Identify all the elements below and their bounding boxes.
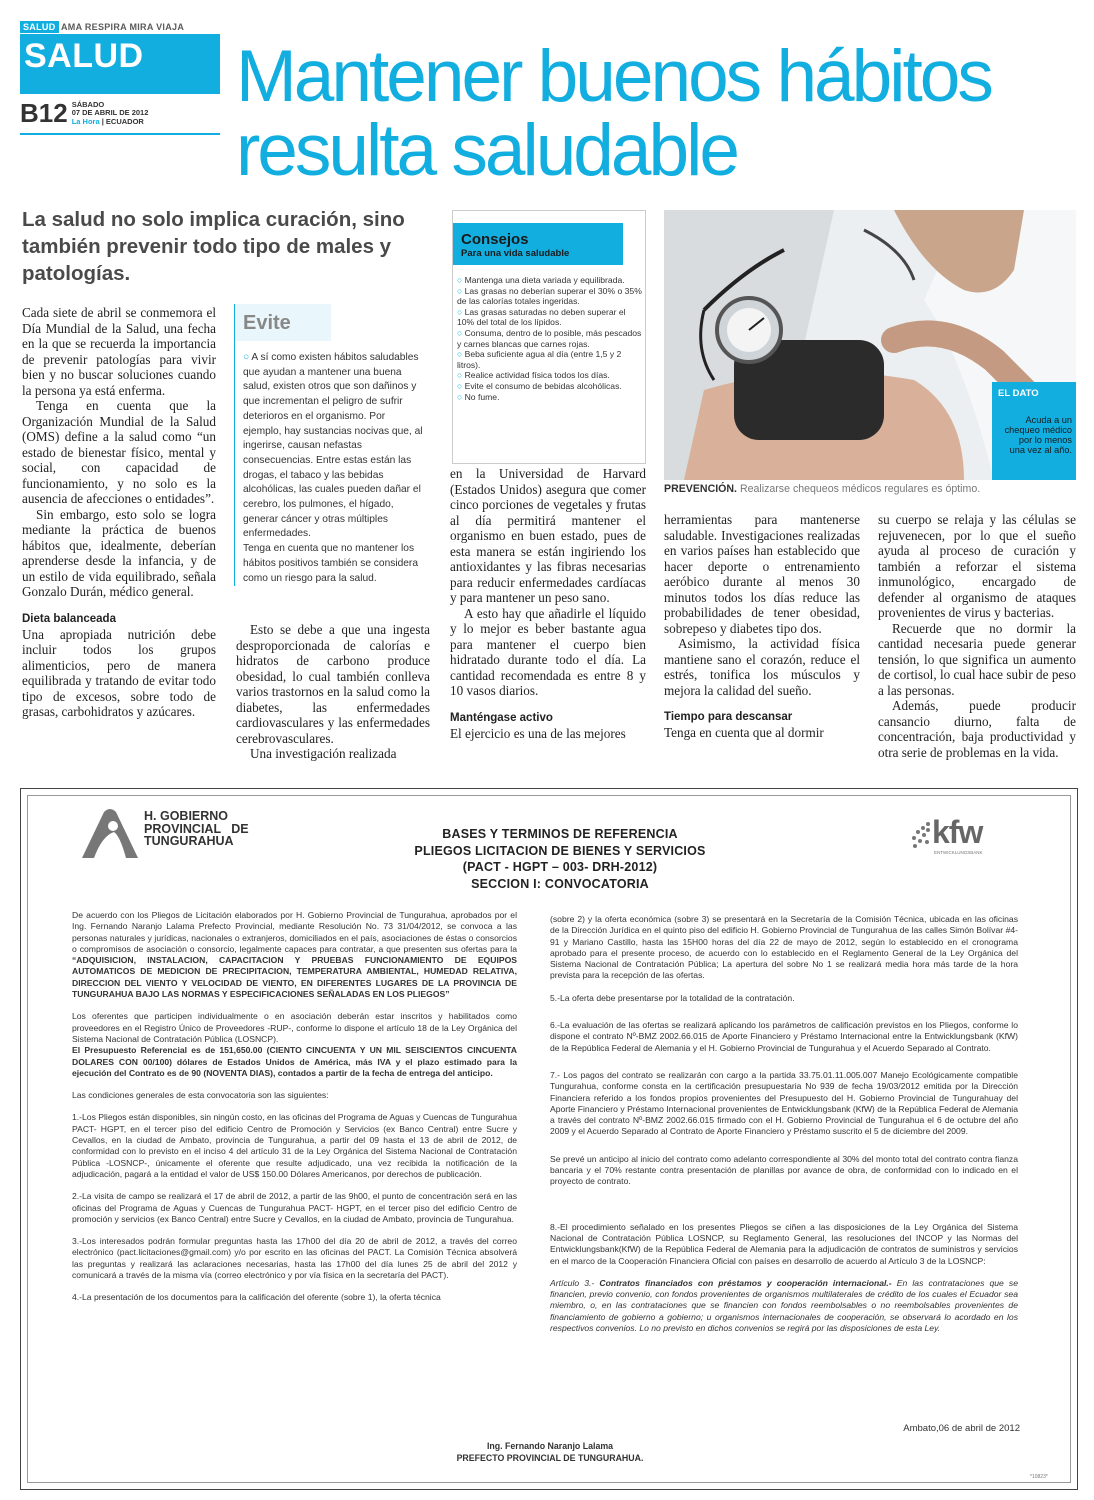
tungurahua-logo-icon: [80, 806, 140, 860]
kfw-dots: [910, 820, 932, 850]
dato-title: EL DATO: [998, 388, 1039, 399]
ad-paragraph: [550, 1278, 1018, 1334]
section-banner: [20, 34, 220, 94]
ad-place-date: Ambato,06 de abril de 2012: [903, 1423, 1020, 1434]
ad-right-column: [550, 914, 1018, 1345]
evite-paragraph: [243, 351, 425, 542]
bullet-icon: ○: [457, 327, 465, 338]
bullet-icon: ○: [457, 391, 465, 402]
ad-title-line: PLIEGOS LICITACION DE BIENES Y SERVICIOS: [414, 843, 706, 858]
evite-box: [234, 304, 425, 586]
list-item-text: Consuma, dentro de lo posible, más pescados y carnes blancas que carnes rojas.: [457, 327, 642, 349]
paragraph: Una apropiada nutrición debe incluir todos los grupos alimenticios, pero de manera equilibrada y tratando de evitar todo tipo de excesos, sobre todo de grasas, carbohidratos y azúcares.: [22, 626, 216, 719]
ad-paragraph: Se prevé un anticipo al inicio del contrato como adelanto correspondiente al 30% del monto total del contrato contra fianza bancaria y el 70% restante contra presentación de planillas por avance de obra, de conformidad con lo indicado en el proyecto de contrato.: [550, 1153, 1018, 1187]
kfw-logo: [910, 814, 1040, 860]
tab-mira[interactable]: MIRA: [129, 22, 154, 32]
caption-lead: PREVENCIÓN.: [664, 483, 737, 495]
article-column-5: [878, 512, 1076, 760]
ad-paragraph: Las condiciones generales de esta convocatoria son las siguientes:: [72, 1090, 329, 1101]
org-line: TUNGURAHUA: [144, 834, 234, 848]
evite-text: [235, 341, 425, 586]
consejos-subtitle: Para una vida saludable: [461, 248, 570, 259]
ad-title-line: SECCION I: CONVOCATORIA: [471, 876, 649, 891]
tab-viaja[interactable]: VIAJA: [156, 22, 185, 32]
article-column-3: [450, 466, 646, 741]
list-item-text: Las grasas no deberían superar el 30% o 35% de las calorías totales ingeridas.: [457, 285, 642, 307]
list-item: [457, 286, 643, 307]
tab-ama[interactable]: AMA: [60, 22, 83, 32]
ad-text: De acuerdo con los Pliegos de Licitación elaborados por H. Gobierno Provincial de Tungurahua, aprobados por el Ing. Fernando Naranjo Lalama Prefecto Provincial, mediante Resolución No. 73 31/04/2012, se convoca a las personas naturales y jurídicas, nacionales o extranjeros, domiciliados en el país, asociaciones de éstas o consorcios o compromisos de asociación o consorcio, legalmente capaces para contratar, a que presenten sus ofertas para la: [72, 910, 517, 954]
paragraph: Asimismo, la actividad física mantiene sano el corazón, reduce el estrés, tonifica los músculos y mejora la calidad del sueño.: [664, 636, 860, 698]
section-title: SALUD: [24, 37, 144, 75]
bullet-icon: ○: [457, 285, 465, 296]
consejos-list: [453, 265, 645, 402]
list-item-text: Mantenga una dieta variada y equilibrada.: [464, 275, 625, 285]
paragraph: su cuerpo se relaja y las células se rejuvenecen, por lo que el sueño ayuda al proceso de curación y también a reforzar el sistema inmunológico, encargado de defender al organismo de ataques provenientes de virus y bacterias.: [878, 512, 1076, 620]
ad-text-bold: Contratos financiados con préstamos y cooperación internacional.-: [599, 1277, 892, 1288]
list-item: [457, 307, 643, 328]
tab-salud[interactable]: SALUD: [20, 21, 59, 33]
ad-text: Los oferentes que participen individualmente o en asociación deberán estar inscritos y habilitados como proveedores en el Registro Único de Proveedores -RUP-, conforme lo dispone el artículo 18 de la Ley Orgánica del Sistema Nacional de Contratación Pública (LOSNCP).: [72, 1011, 517, 1044]
kfw-dots-icon: [910, 820, 932, 850]
dato-text: Acuda a un chequeo médico por lo menos una vez al año.: [1004, 415, 1072, 455]
list-item: [457, 370, 643, 381]
photo-caption: [664, 483, 1076, 495]
org-line: PROVINCIAL DE: [144, 821, 249, 836]
paragraph: Además, puede producir cansancio diurno, falta de concentración, baja productividad y otra serie de problemas en la vida.: [878, 698, 1076, 760]
ad-text: En las contrataciones que se financien, previo convenio, con fondos provenientes de organismos multilaterales de crédito de los cuales el Ecuador sea miembro, o, en las contrataciones que se financien con fondos reembolsables o no reembolsables provenientes de financiamiento de gobierno a gobierno; u organismos internacionales de cooperación, se observará lo acordado en los respectivos convenios. Lo no previsto en dichos convenios se regirá por las disposiciones de esta Ley.: [550, 1277, 1018, 1334]
ad-paragraph: 5.-La oferta debe presentarse por la totalidad de la contratación.: [550, 992, 795, 1003]
bullet-icon: ○: [457, 306, 465, 317]
bullet-icon: ○: [457, 370, 465, 381]
article-column-1: [22, 305, 216, 720]
list-item: [457, 349, 643, 370]
list-item: [457, 328, 643, 349]
bullet-icon: ○: [457, 275, 465, 285]
ad-text-bold: El Presupuesto Referencial es de 151,650.00 (CIENTO CINCUENTA Y UN MIL SEISCIENTOS CINCUENTA DOLARES CON 00/100) dólares de Estados Unidos de América, más IVA y el plazo estimado para la ejecución del Contrato es de 90 (NOVENTA DIAS), contados a partir de la fecha de entrega del anticipo.: [72, 1045, 517, 1078]
paragraph: Tenga en cuenta que al dormir: [664, 725, 824, 740]
bullet-icon: ○: [457, 349, 465, 360]
list-item: [457, 392, 643, 403]
paragraph: Cada siete de abril se conmemora el Día Mundial de la Salud, una fecha en la que se recuerda la importancia de prevenir patologías para vivir bien y no buscar soluciones cuando la persona ya está enferma.: [22, 305, 216, 398]
masthead: [20, 22, 220, 144]
deck: La salud no solo implica curación, sino también prevenir todo tipo de males y patologías.: [22, 208, 405, 285]
ad-left-column: [72, 910, 517, 1315]
ad-paragraph: 3.-Los interesados podrán formular preguntas hasta las 17h00 del día 20 de abril de 2012, a través del correo electrónico (pact.licitaciones@gmail.com) y/o por escrito en las oficinas del PACT. La Comisión Técnica absolverá las preguntas y realizará las aclaraciones necesarias, hasta las 17h00 del día lunes 25 de abril del 2012 y comunicará a través de la misma vía (correo electrónico y por vía física en la secretaría del PACT).: [72, 1236, 517, 1281]
ad-paragraph: 6.-La evaluación de las ofertas se realizará aplicando los parámetros de calificación previstos en los Pliegos, conforme lo dispone el contrato Nº-BMZ 2002.66.015 de Aporte Financiero y Préstamo Internacional entre la Entwicklungsbank (KfW) de la República Federal de Alemania y el H. Gobierno Provincial de Tungurahua y el Acuerdo Separado al Contrato.: [550, 1020, 1018, 1053]
ad-paragraph: [72, 910, 517, 1000]
country: ECUADOR: [105, 116, 144, 126]
evite-para-text: A sí como existen hábitos saludables que ayudan a mantener una buena salud, existen otros que son dañinos y que incrementan el peligro de sufrir deterioros en el organismo. Por ejemplo, hay sustancias nocivas que, al ingerirse, causan nefastas consecuencias. Entre estas están las drogas, el tabaco y las bebidas alcohólicas, las cuales pueden dañar el cerebro, los pulmones, el hígado, generar cáncer y otras múltiples enfermedades.: [243, 352, 423, 540]
kfw-wordmark: kfw: [932, 814, 983, 850]
paragraph: A esto hay que añadirle el líquido y lo mejor es beber bastante agua para mantener el cuerpo bien hidratado durante todo el día. La cantidad recomendada es entre 8 y 10 vasos diarios.: [450, 605, 646, 698]
paragraph: Una investigación realizada: [250, 746, 397, 761]
gobierno-name: [144, 810, 249, 848]
gobierno-logo: [80, 806, 300, 862]
kfw-subtitle: ENTWICKLUNGSBANK: [934, 850, 983, 855]
consejos-box: [452, 210, 646, 464]
paper-name: La Hora: [71, 116, 100, 126]
list-item-text: Beba suficiente agua al día (entre 1,5 y 2 litros).: [457, 349, 622, 370]
list-item-text: Evite el consumo de bebidas alcohólicas.: [464, 380, 622, 391]
ad-paragraph: 7.- Los pagos del contrato se realizarán con cargo a la partida 33.75.01.11.005.007 Manejo Ecológicamente compatible Tungurahua, conforme consta en la certificación presupuestaria No 939 de fecha 19/03/2012 emitida por la Dirección Financiera referido a los fondos propios provenientes del Presupuesto del H. Gobierno Provincial de Tungurahuay del Aporte Financiero y Préstamo Internacional provenientes de Entwicklungsbank (KfW) de la República Federal de Alemania a través del contrato Nº-BMZ 2002.66.015 firmado con el H. Gobierno Provincial de Tungurahua el 6 de octubre del año 2009 y el Acuerdo Separado al Contrato de Aporte Financiero y Préstamo suscrito el 5 de diciembre del 2009.: [550, 1069, 1018, 1137]
ad-code: *10823*: [1030, 1474, 1048, 1480]
paragraph: Sin embargo, esto solo se logra mediante la práctica de buenos hábitos que, idealmente, deberían aprenderse desde la infancia, y de un estilo de vida equilibrado, señala Gonzalo Durán, médico general.: [22, 506, 216, 599]
ad-paragraph: 2.-La visita de campo se realizará el 17 de abril de 2012, a partir de las 9h00, el punto de concentración será en las oficinas del Programa de Aguas y Cuencas de Tungurahua PACT- HGPT, en el tercer piso del edificio Centro de promoción y servicios (ex Banco Central) entre Sucre y Cevallos, en la ciudad de Ambato, provincia de Tungurahua.: [72, 1191, 517, 1224]
subheading-descansar: Tiempo para descansar: [664, 711, 793, 723]
ad-paragraph: [72, 1011, 517, 1079]
tab-respira[interactable]: RESPIRA: [84, 22, 127, 32]
paragraph: herramientas para mantenerse saludable. Investigaciones realizadas en varios países han establecido que hacer deporte o entrenamiento aeróbico durante al menos 30 minutos todos los días reduce las probabilidades de tener obesidad, sobrepeso y diabetes tipo dos.: [664, 512, 860, 636]
ad-paragraph: (sobre 2) y la oferta económica (sobre 3) se presentará en la Secretaría de la Comisión Técnica, ubicada en las oficinas de la Dirección Jurídica en el quinto piso del edificio H. Gobierno Provincial de Tungurahua de las calles Simón Bolívar #4-91 y Mariano Castillo, hasta las 15H00 horas del día 22 de mayo de 2012, según lo establecido en el cronograma aprobado para el presente proceso, de acuerdo con lo establecido en el Reglamento General de la Ley Orgánica del Sistema Nacional de Contratación Pública; La apertura del sobre No 1 se realizará media hora más tarde de la hora prevista para la recepción de las ofertas.: [550, 914, 1018, 981]
page-info: [20, 98, 220, 135]
ad-title-line: BASES Y TERMINOS DE REFERENCIA: [442, 827, 678, 841]
caption-text: Realizarse chequeos médicos regulares es óptimo.: [739, 483, 981, 495]
list-item-text: Realice actividad física todos los días.: [464, 370, 610, 381]
paragraph: en la Universidad de Harvard (Estados Unidos) asegura que comer cinco porciones de vegetales y frutas al día permitirá mantener el organismo en buen estado, pues de esta manera se están ingiriendo los antioxidantes y las fibras necesarias para reducir enfermedades cardíacas y para mantener un peso sano.: [450, 466, 646, 605]
list-item-text: No fume.: [464, 391, 500, 402]
ad-signature: [300, 1440, 800, 1464]
headline: Mantener buenos hábitos resulta saludable: [236, 36, 991, 191]
signer-title: PREFECTO PROVINCIAL DE TUNGURAHUA.: [456, 1453, 644, 1463]
consejos-header: [453, 223, 623, 265]
article-column-2: [236, 622, 430, 762]
article-column-4: [664, 512, 860, 741]
list-item-text: Las grasas saturadas no deben superar el 10% del total de los lípidos.: [457, 306, 626, 328]
paragraph: Esto se debe a que una ingesta desproporcionada de calorías e hidratos de carbono produce obesidad, lo cual también conlleva varios trastornos en la salud como la diabetes, las enfermedades cardiovasculares y las enfermedades cerebrovasculares.: [236, 622, 430, 746]
ad-title: [330, 826, 790, 892]
page-number: B12: [20, 98, 68, 128]
paragraph: Recuerde que no dormir la cantidad necesaria puede generar tensión, lo que significa un aumento de cortisol, lo cual hace subir de peso a las personas.: [878, 620, 1076, 698]
consejos-title: Consejos: [461, 231, 529, 248]
subheading-dieta: Dieta balanceada: [22, 612, 116, 625]
ad-text-bold: “ADQUISICION, INSTALACION, CAPACITACION Y PRUEBAS FUNCIONAMIENTO DE EQUIPOS AUTOMATICOS DE MEDICION DE PRECIPITACION, TEMPERATURA AMBIENTAL, HUMEDAD RELATIVA, DIRECCION DEL VIENTO Y VELOCIDAD DE VIENTO, EN DIFERENTES LUGARES DE LA PROVINCIA DE TUNGURAHUA BAJO LAS NORMAS Y ESPECIFICACIONES SEÑALADAS EN LOS PLIEGOS”: [72, 955, 517, 1000]
ad-title-line: (PACT - HGPT – 003- DRH-2012): [462, 860, 658, 874]
bullet-icon: ○: [457, 380, 465, 391]
ad-text: Artículo 3.-: [550, 1277, 595, 1288]
subheading-activo: Manténgase activo: [450, 711, 553, 724]
paragraph: Tenga en cuenta que la Organización Mundial de la Salud (OMS) define a la salud como “un estado de bienestar físico, mental y social, con capacidad de funcionamiento, y no solo es la ausencia de afecciones o entidades”.: [22, 398, 216, 506]
ad-paragraph: 8.-El procedimiento señalado en los presentes Pliegos se ciñen a las disposiciones de la Ley Orgánica del Sistema Nacional de Contratación Pública LOSNCP, su Reglamento General, las resoluciones del INCOP y las Normas del Entwicklungsbank(KfW) de la República Federal de Alemania para la adjudicación de contratos de suministros y servicios en el marco de la Cooperación Financiera Oficial con países en desarrollo de acuerdo al Artículo 3 de la LOSNCP:: [550, 1221, 1018, 1266]
dato-box: [992, 382, 1076, 480]
issue-day: SÁBADO: [71, 99, 105, 109]
ad-paragraph: 4.-La presentación de los documentos para la calificación del oferente (sobre 1), la oferta técnica: [72, 1292, 441, 1303]
signer-name: Ing. Fernando Naranjo Lalama: [486, 1441, 614, 1451]
bullet-icon: ○: [243, 352, 252, 363]
ad-paragraph: 1.-Los Pliegos están disponibles, sin ningún costo, en las oficinas del Programa de Aguas y Cuencas de Tungurahua PACT- HGPT, en el tercer piso del edificio Centro de Promoción y Servicios (ex Banco Central) entre Sucre y Cevallos, en la ciudad de Ambato, provincia de Tungurahua, a partir del 09 hasta el 13 de abril de 2012, de conformidad con lo previsto en el inciso 4 del artículo 31 de la Ley Orgánica del Sistema Nacional de Contratación Pública -LOSNCP-, únicamente el oferente que resulte adjudicado, una vez recibida la notificación de la adjudicación, pagará a la entidad el valor de US$ 150.00 Dólares Americanos, por derechos de publicación.: [72, 1112, 517, 1179]
org-line: H. GOBIERNO: [144, 809, 229, 823]
evite-title: Evite: [235, 304, 331, 341]
paragraph: El ejercicio es una de las mejores: [450, 725, 626, 741]
list-item: [457, 381, 643, 392]
evite-paragraph: Tenga en cuenta que no mantener los hábitos positivos también se considera como un riesgo para la salud.: [243, 543, 418, 584]
list-item: [457, 275, 643, 286]
issue-meta: SÁBADO 07 DE ABRIL DE 2012 La Hora | ECUADOR: [71, 99, 149, 126]
issue-date: 07 DE ABRIL DE 2012: [71, 108, 149, 118]
section-tabs: [20, 22, 220, 32]
